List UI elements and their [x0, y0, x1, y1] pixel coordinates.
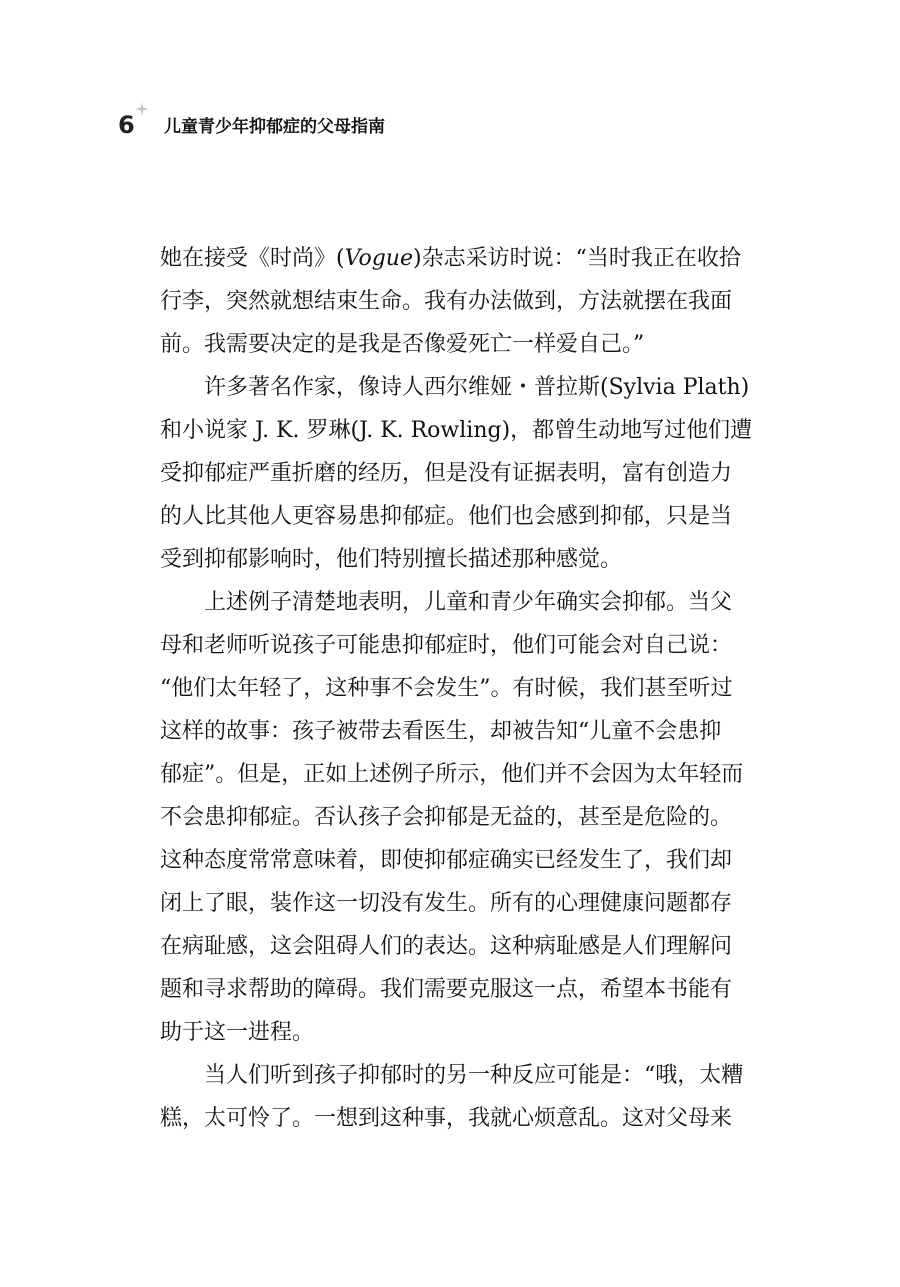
text-line: 受抑郁症严重折磨的经历，但是没有证据表明，富有创造力: [160, 461, 733, 486]
paragraph-first-line: 当人们听到孩子抑郁时的另一种反应可能是：“哦，太糟: [204, 1063, 744, 1088]
text-line: 郁症”。但是，正如上述例子所示，他们并不会因为太年轻而: [160, 762, 744, 787]
running-header-title: 儿童青少年抑郁症的父母指南: [164, 117, 385, 137]
text-line: 和小说家 J. K. 罗琳(J. K. Rowling)，都曾生动地写过他们遭: [160, 418, 753, 443]
text-line: 前。我需要决定的是我是否像爱死亡一样爱自己。”: [160, 332, 645, 357]
text-line: 行李，突然就想结束生命。我有办法做到，方法就摆在我面: [160, 289, 733, 314]
text-line: 在病耻感，这会阻碍人们的表达。这种病耻感是人们理解问: [160, 934, 733, 959]
text-line: “他们太年轻了，这种事不会发生”。有时候，我们甚至听过: [160, 676, 733, 701]
text-line: 不会患抑郁症。否认孩子会抑郁是无益的，甚至是危险的。: [160, 805, 733, 830]
page-number: 6: [118, 111, 135, 139]
text-line: 闭上了眼，装作这一切没有发生。所有的心理健康问题都存: [160, 891, 733, 916]
text-line: 助于这一进程。: [160, 1020, 315, 1045]
text-line: 这种态度常常意味着，即使抑郁症确实已经发生了，我们却: [160, 848, 733, 873]
text-line: 母和老师听说孩子可能患抑郁症时，他们可能会对自己说：: [160, 633, 733, 658]
sparkle-icon: [135, 102, 149, 116]
body-text: [160, 237, 753, 1140]
text-line: 题和寻求帮助的障碍。我们需要克服这一点，希望本书能有: [160, 977, 733, 1002]
paragraph-first-line: 上述例子清楚地表明，儿童和青少年确实会抑郁。当父: [204, 590, 733, 615]
text-line: 受到抑郁影响时，他们特别擅长描述那种感觉。: [160, 547, 623, 572]
text-line: 的人比其他人更容易患抑郁症。他们也会感到抑郁，只是当: [160, 504, 733, 529]
paragraph-first-line: 许多著名作家，像诗人西尔维娅・普拉斯(Sylvia Plath): [204, 375, 750, 400]
text-line: 这样的故事：孩子被带去看医生，却被告知“儿童不会患抑: [160, 719, 722, 744]
text-line: 糕，太可怜了。一想到这种事，我就心烦意乱。这对父母来: [160, 1106, 733, 1131]
text-line: 她在接受《时尚》(Vogue)杂志采访时说：“当时我正在收拾: [160, 246, 741, 271]
